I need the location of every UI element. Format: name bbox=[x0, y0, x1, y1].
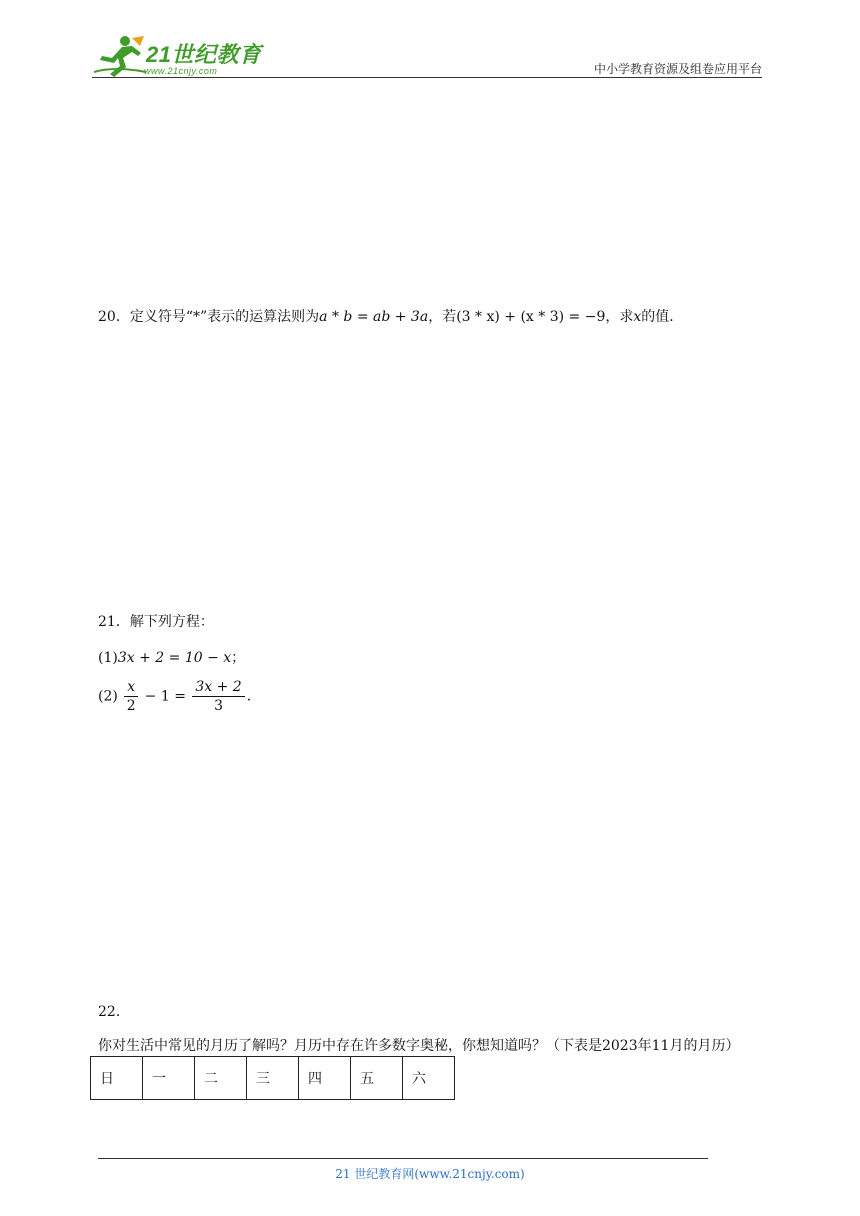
weekday-cell: 六 bbox=[403, 1057, 455, 1100]
question-text: 定义符号“*”表示的运算法则为 bbox=[129, 309, 320, 325]
runner-logo-icon bbox=[92, 34, 148, 78]
calendar-header-row bbox=[91, 1057, 455, 1100]
equation-middle: − 1 = bbox=[140, 688, 191, 705]
formula: (3 * x) + (x * 3) = −9 bbox=[456, 309, 606, 325]
variable: x bbox=[633, 309, 642, 325]
equation-1 bbox=[98, 648, 245, 668]
question-text: 解下列方程： bbox=[129, 614, 214, 630]
page-header bbox=[92, 30, 762, 78]
equation-2 bbox=[98, 678, 261, 718]
equation: 3x + 2 = 10 − x bbox=[117, 650, 232, 666]
question-text: ，求 bbox=[605, 309, 634, 325]
question-number: 22． bbox=[98, 1004, 130, 1020]
equation-label: (2) bbox=[98, 688, 118, 705]
header-divider bbox=[92, 77, 762, 78]
question-text: 你对生活中常见的月历了解吗？月历中存在许多数字奥秘，你想知道吗？（下表是2023年11月的月历） bbox=[98, 1038, 740, 1054]
weekday-cell: 四 bbox=[299, 1057, 351, 1100]
formula: a * b = ab + 3a bbox=[319, 309, 429, 325]
punctuation: ． bbox=[246, 688, 261, 705]
fraction bbox=[192, 678, 244, 715]
numerator: x bbox=[124, 678, 138, 697]
weekday-cell: 二 bbox=[195, 1057, 247, 1100]
calendar-table bbox=[90, 1056, 455, 1100]
equation-label: (1) bbox=[98, 650, 118, 666]
denominator: 3 bbox=[214, 698, 223, 714]
denominator: 2 bbox=[126, 698, 136, 714]
question-text: ，若 bbox=[428, 309, 457, 325]
punctuation: ； bbox=[231, 650, 246, 666]
footer-text: 21 世纪教育网(www.21cnjy.com) bbox=[335, 1167, 525, 1181]
logo-url: www.21cnjy.com bbox=[144, 66, 218, 76]
question-22 bbox=[98, 995, 766, 1063]
weekday-cell: 一 bbox=[143, 1057, 195, 1100]
question-21 bbox=[98, 612, 214, 632]
weekday-cell: 日 bbox=[91, 1057, 143, 1100]
weekday-cell: 三 bbox=[247, 1057, 299, 1100]
footer-divider bbox=[98, 1158, 708, 1159]
numerator: 3x + 2 bbox=[192, 678, 244, 697]
fraction bbox=[124, 678, 138, 715]
question-20 bbox=[98, 307, 683, 327]
question-text: 的值． bbox=[641, 309, 684, 325]
question-number: 21． bbox=[98, 614, 130, 630]
weekday-cell: 五 bbox=[351, 1057, 403, 1100]
question-number: 20． bbox=[98, 309, 130, 325]
logo bbox=[92, 34, 262, 78]
header-tagline: 中小学教育资源及组卷应用平台 bbox=[593, 62, 762, 76]
logo-text: 21世纪教育 bbox=[146, 42, 262, 67]
